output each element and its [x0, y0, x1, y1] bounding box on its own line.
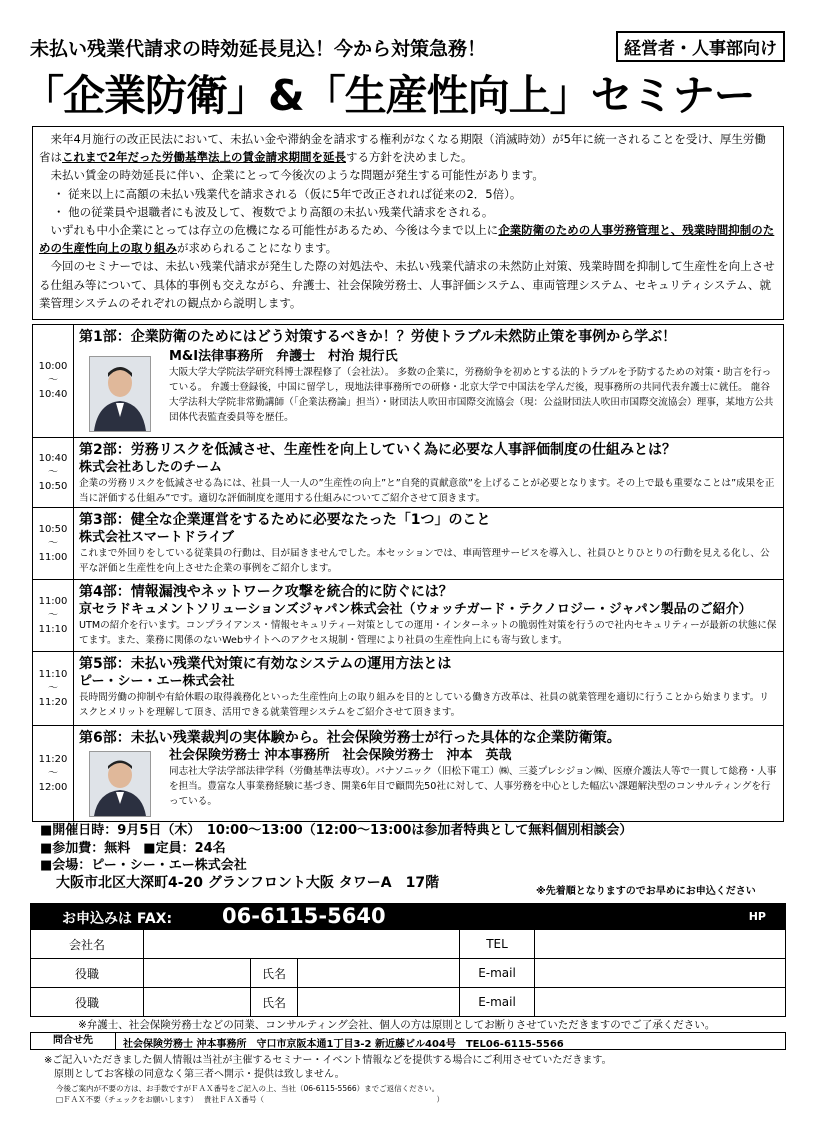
session-description: これまで外回りをしている従業員の行動は、目が届きませんでした。本セッションでは、車両管理サービスを導入し、社員ひとりひとりの行動を見える化し、公平な評価と生産性を向上させた企業の事例をご紹介します。: [79, 548, 770, 574]
program-table: [32, 324, 784, 822]
intro-emphasis: 企業防衛のための人事労務管理と、残業時間抑制のための生産性向上の取り組み: [39, 223, 775, 256]
email-input[interactable]: [535, 959, 786, 988]
end-time: 11:00: [38, 552, 68, 563]
apply-bar: [30, 903, 786, 929]
tel-input[interactable]: [535, 930, 786, 959]
start-time: 11:20: [38, 754, 68, 765]
early-note: ※先着順となりますのでお早めにお申込ください: [536, 886, 756, 897]
event-date: ■開催日時：9月5日（木） 10:00～13:00（12:00～13:00は参加者特典として無料個別相談会）: [40, 823, 633, 838]
session-description: UTMの紹介を行います。コンプライアンス・情報セキュリティー対策としての運用・インターネットの脆弱性対策を行うので社内セキュリティーが最新の状態に保てます。また、業務に関係のないWebサイトへのアクセス規制・管理により社員の生産性向上にも寄与致します。: [79, 620, 777, 646]
fax-number: 06-6115-5640: [222, 904, 386, 928]
position-input[interactable]: [144, 988, 251, 1017]
time-separator: ～: [48, 683, 58, 694]
session-speaker: 京セラドキュメントソリューションズジャパン株式会社（ウォッチガード・テクノロジー・ジャパン製品のご紹介）: [79, 602, 752, 617]
session-content: [79, 441, 777, 506]
session-title: 第4部：情報漏洩やネットワーク攻撃を統合的に防ぐには？: [79, 584, 453, 600]
intro-paragraph-4: [39, 257, 777, 312]
intro-bullet-1: ・ 従来以上に高額の未払い残業代を請求される（仮に5年で改正されれば従来の2．5倍）。: [53, 186, 522, 201]
session-speaker: 株式会社あしたのチーム: [79, 460, 223, 475]
program-row: [33, 437, 783, 508]
person-icon: [90, 752, 150, 816]
optout-note: [56, 1083, 444, 1105]
end-time: 11:20: [38, 697, 68, 708]
session-speaker: M&I法律事務所 弁護士 村治 規行氏: [169, 349, 398, 364]
end-time: 12:00: [38, 782, 68, 793]
program-row: [33, 725, 783, 822]
session-description: 大阪大学大学院法学研究科博士課程修了（会社法）。 多数の企業に，労務紛争を初めとする法的トラブルを予防するための対策・助言を行っている。 弁護士登録後，中国に留学し，現地法律事務所での研修・北京大学で中国法を学んだ後，現事務所の共同代表弁護士に就任。 龍谷大学法科大学院非常勤講師（「企業法務論」担当）・財団法人吹田市国際交流協会（現：公益財団法人吹田市国際交流協会）理事，某地方公共団体代表監査委員等を歴任。: [169, 367, 774, 423]
intro-text: する方針を決めました。: [346, 150, 473, 165]
apply-label: お申込みは FAX:: [62, 911, 173, 927]
speaker-photo: [89, 751, 151, 817]
program-row: [33, 651, 783, 726]
session-content: [79, 583, 777, 648]
time-slot: [33, 726, 74, 822]
intro-paragraph-3: [39, 221, 777, 257]
position-input[interactable]: [144, 959, 251, 988]
start-time: 10:00: [38, 361, 68, 372]
company-label: 会社名: [31, 930, 144, 959]
optout-checkbox[interactable]: □ＦＡＸ不要（チェックをお願いします） 貴社ＦＡＸ番号（ ）: [56, 1095, 444, 1104]
session-content: [79, 655, 777, 720]
event-address: 大阪市北区大深町4-20 グランフロント大阪 タワーA 17階: [56, 874, 440, 891]
session-title: 第3部：健全な企業運営をするために必要なたった「1つ」のこと: [79, 512, 491, 528]
privacy-line: ※ご記入いただきました個人情報は当社が主催するセミナー・イベント情報などを提供する場合にご利用させていただきます。: [44, 1055, 612, 1066]
start-time: 10:40: [38, 453, 68, 464]
session-title: 第5部：未払い残業代対策に有効なシステムの運用方法とは: [79, 656, 452, 672]
time-separator: ～: [48, 768, 58, 779]
end-time: 11:10: [38, 624, 68, 635]
time-separator: ～: [48, 538, 58, 549]
position-label: 役職: [31, 988, 144, 1017]
privacy-line: 原則としてお客様の同意なく第三者へ開示・提供は致しません。: [54, 1069, 345, 1080]
session-speaker: ピー・シー・エー株式会社: [79, 674, 235, 689]
audience-badge: 経営者・人事部向け: [616, 31, 785, 62]
session-content: [79, 729, 777, 807]
headline: 未払い残業代請求の時効延長見込！今から対策急務！: [30, 38, 487, 60]
intro-paragraph-2: [39, 166, 777, 184]
speaker-photo: [89, 356, 151, 432]
intro-text: が求められることになります。: [177, 241, 338, 256]
position-label: 役職: [31, 959, 144, 988]
time-slot: [33, 652, 74, 726]
event-venue: ■会場：ピー・シー・エー株式会社: [40, 858, 247, 873]
application-form: [30, 929, 786, 1017]
program-row: [33, 325, 783, 437]
name-label: 氏名: [251, 988, 298, 1017]
name-label: 氏名: [251, 959, 298, 988]
hp-link[interactable]: HP: [748, 910, 766, 923]
session-description: 企業の労務リスクを低減させる為には、社員一人一人の”生産性の向上”と”自発的貢献意欲”を上げることが必要となります。その上で最も重要なことは”成果を正当に評価する仕組み”です。適切な評価制度を運用する仕組みについてご紹介させて頂きます。: [79, 478, 775, 504]
event-fee: ■参加費：無料: [40, 840, 131, 856]
session-title: 第1部：企業防衛のためにはどう対策するべきか！？労使トラブル未然防止策を事例から学ぶ！: [79, 329, 677, 345]
email-input[interactable]: [535, 988, 786, 1017]
name-input[interactable]: [298, 988, 460, 1017]
time-separator: ～: [48, 610, 58, 621]
session-title: 第6部：未払い残業裁判の実体験から。社会保険労務士が行った具体的な企業防衛策。: [79, 730, 621, 746]
disclaimer: ※弁護士、社会保険労務士などの同業、コンサルティング会社、個人の方は原則としてお断りさせていただきますのでご了承ください。: [78, 1019, 716, 1031]
intro-text: 今回のセミナーでは、未払い残業代請求が発生した際の対処法や、未払い残業代請求の未然防止対策、残業時間を抑制して生産性を向上させる仕組み等について、具体的事例も交えながら、弁護士、社会保険労務士、人事評価システム、車両管理システム、セキュリティシステム、就業管理システムのそれぞれの観点から説明します。: [39, 259, 775, 310]
intro-bullet-2: ・ 他の従業員や退職者にも波及して、複数でより高額の未払い残業代請求をされる。: [53, 204, 494, 219]
program-row: [33, 507, 783, 580]
time-slot: [33, 580, 74, 652]
session-content: [79, 328, 777, 423]
end-time: 10:50: [38, 481, 68, 492]
tel-label: TEL: [460, 930, 535, 959]
company-input[interactable]: [144, 930, 460, 959]
session-description: 同志社大学法学部法律学科（労働基準法専攻）。パナソニック（旧松下電工）㈱、三菱プレシジョン㈱、医療介護法人等で一貫して総務・人事を担当。豊富な人事業務経験に基づき、開業6年目で顧問先50社に対して、人事労務を中心とした幅広い課題解決型のコンサルティングを行っている。: [169, 766, 777, 807]
session-title: 第2部：労務リスクを低減させ、生産性を向上していく為に必要な人事評価制度の仕組みとは？: [79, 442, 677, 458]
time-separator: ～: [48, 375, 58, 386]
fee-capacity: [40, 840, 632, 858]
time-slot: [33, 438, 74, 508]
start-time: 11:00: [38, 596, 68, 607]
intro-paragraph-1: [39, 130, 777, 166]
email-label: E-mail: [460, 959, 535, 988]
intro-text: 来年4月施行の改正民法において、未払い金や滞納金を請求する権利がなくなる期限（消滅時効）が5年に統一されることを受け、厚生労働省は: [39, 132, 766, 165]
event-capacity: ■定員：24名: [143, 840, 226, 856]
email-label: E-mail: [460, 988, 535, 1017]
optout-line: 今後ご案内が不要の方は、お手数ですがＦＡＸ番号をご記入の上、当社（06-6115-5566）までご返信ください。: [56, 1084, 440, 1093]
program-row: [33, 579, 783, 652]
session-description: 長時間労働の抑制や有給休暇の取得義務化といった生産性向上の取り組みを目的としている働き方改革は、社員の就業管理を適切に行うことから始まります。リスクとメリットを理解して頂き、活用できる就業管理システムをご紹介させて頂きます。: [79, 692, 769, 718]
time-separator: ～: [48, 467, 58, 478]
session-content: [79, 511, 777, 576]
end-time: 10:40: [38, 389, 68, 400]
session-speaker: 社会保険労務士 沖本事務所 社会保険労務士 沖本 英哉: [169, 748, 512, 763]
start-time: 11:10: [38, 669, 68, 680]
person-icon: [90, 357, 150, 431]
contact-label: 問合せ先: [31, 1033, 116, 1049]
intro-box: [32, 126, 784, 320]
intro-text: 未払い賃金の時効延長に伴い、企業にとって今後次のような問題が発生する可能性があります。: [50, 168, 544, 183]
contact-details: 社会保険労務士 沖本事務所 守口市京阪本通1丁目3-2 新近藤ビル404号 TEL06-6115-5566: [123, 1039, 564, 1050]
time-slot: [33, 508, 74, 580]
contact-box: [30, 1032, 786, 1050]
intro-text: いずれも中小企業にとっては存立の危機になる可能性があるため、今後は今まで以上に: [50, 223, 499, 238]
privacy-note: [44, 1054, 612, 1082]
intro-emphasis: これまで2年だった労働基準法上の賃金請求期間を延長: [62, 150, 346, 165]
name-input[interactable]: [298, 959, 460, 988]
start-time: 10:50: [38, 524, 68, 535]
page-title: 「企業防衛」&「生産性向上」セミナー: [22, 71, 755, 120]
time-slot: [33, 325, 74, 437]
session-speaker: 株式会社スマートドライブ: [79, 530, 234, 545]
